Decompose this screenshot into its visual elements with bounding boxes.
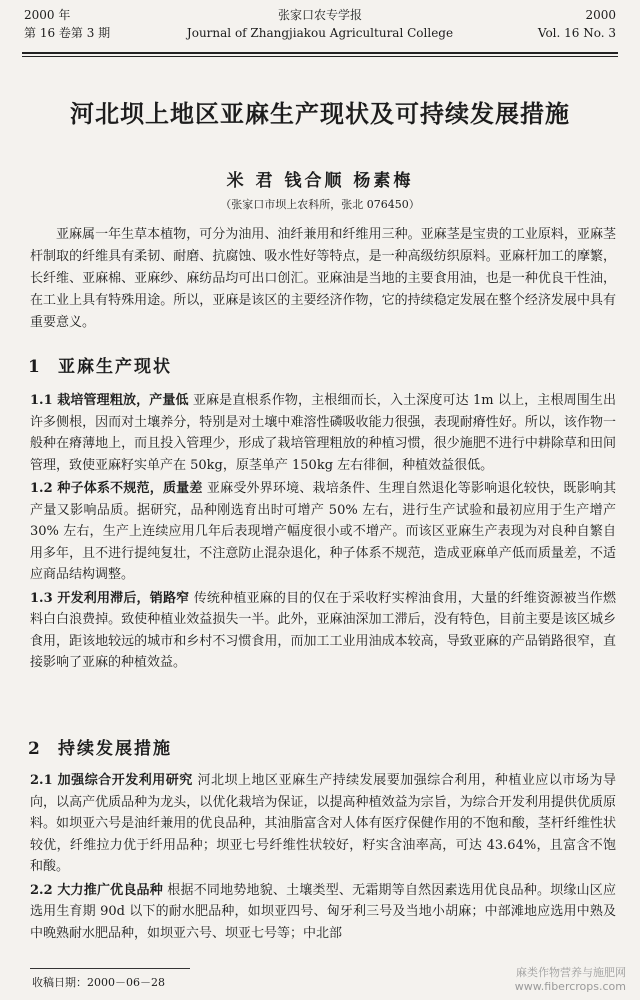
intro-paragraph: 亚麻属一年生草本植物，可分为油用、油纤兼用和纤维用三种。亚麻茎是宝贵的工业原料，亚麻茎杆制取的纤维具有柔韧、耐磨、抗腐蚀、吸水性好等特点，是一种高级纺织原料。亚麻杆加工的摩繁，长纤维、亚麻棉、亚麻纱、麻纺品均可出口创汇。亚麻油是当地的主要食用油，也是一种优良干性油，在工业上具有特殊用途。所以，亚麻是该区的主要经济作物，它的持续稳定发展在整个经济发展中具有重要意义。 bbox=[30, 227, 616, 330]
section-title: 持续发展措施 bbox=[58, 739, 172, 759]
section-2-body bbox=[30, 770, 616, 944]
header-rule-thin bbox=[22, 56, 618, 57]
paragraph-text: 根据不同地势地貌、土壤类型、无霜期等自然因素选用优良品种。坝缘山区应选用生育期 90d 以下的耐水肥品种，如坝亚四号、匈牙利三号及当地小胡麻；中部滩地应选用中熟及中晚熟耐水肥品种，如坝亚六号、坝亚七号等；中北部 bbox=[30, 882, 616, 941]
section-heading-1 bbox=[28, 352, 172, 377]
paragraph-text: 亚麻受外界环境、栽培条件、生理自然退化等影响退化较快，既影响其产量又影响品质。据研究，品种刚选育出时可增产 50% 左右，进行生产试验和最初应用于生产增产 30% 左右，生产上连续应用几年后表现增产幅度很小或不增产。而该区亚麻生产表现为对良种自繁自用多年，且不进行提纯复壮，不注意防止混杂退化，种子体系不规范，造成亚麻单产低而质量差，不适应商品结构调整。 bbox=[30, 481, 616, 582]
section-number: 1 bbox=[28, 357, 42, 377]
paragraph-text: 河北坝上地区亚麻生产持续发展要加强综合利用，种植业应以市场为导向，以高产优质品种为龙头，以优化栽培为保证，以提高种植效益为宗旨，为综合开发利用提供优质原料。如坝亚六号是油纤兼用的优良品种，其油脂富含对人体有医疗保健作用的不饱和酸，茎杆纤维性状较优，纤维拉力优于纤用品种；坝亚七号纤维性状较好，籽实含油率高，可达 43.64%，且富含不饱和酸。 bbox=[30, 773, 616, 874]
paper-title: 河北坝上地区亚麻生产现状及可持续发展措施 bbox=[70, 99, 570, 128]
subsection-lead: 2.1 加强综合开发利用研究 bbox=[30, 773, 193, 788]
authors: 米 君 钱合顺 杨素梅 bbox=[226, 171, 414, 191]
journal-name-en: Journal of Zhangjiakou Agricultural College bbox=[186, 26, 454, 40]
affiliation: （张家口市坝上农科所，张北 076450） bbox=[220, 198, 420, 211]
watermark-title: 麻类作物营养与施肥网 bbox=[516, 966, 626, 979]
subsection-lead: 1.3 开发利用滞后，销路窄 bbox=[30, 590, 190, 606]
subsection-lead: 1.2 种子体系不规范，质量差 bbox=[30, 481, 203, 496]
header-rule-thick bbox=[22, 52, 618, 54]
subsection-lead: 2.2 大力推广优良品种 bbox=[30, 882, 163, 898]
section-title: 亚麻生产现状 bbox=[58, 357, 172, 377]
section-heading-2 bbox=[28, 734, 172, 759]
header-center bbox=[24, 6, 616, 42]
paragraph-2-1 bbox=[30, 770, 616, 878]
header-volume-cn: 第 16 卷第 3 期 bbox=[24, 26, 111, 40]
header-year: 2000 年 bbox=[24, 8, 71, 22]
paragraph-2-2 bbox=[30, 880, 616, 945]
paragraph-text: 亚麻是直根系作物，主根细而长，入土深度可达 1m 以上，主根周围生出许多侧根，因而对土壤养分，特别是对土壤中难溶性磷吸收能力很强，表现耐瘠性好。所以，该作物一般种在瘠薄地上，而且投入管理少，形成了栽培管理粗放的种植习惯，很少施肥不进行中耕除草和田间管理，致使亚麻籽实单产在 50kg，原茎单产 150kg 左右徘徊，种植效益很低。 bbox=[30, 393, 616, 473]
running-header bbox=[24, 6, 616, 50]
watermark-url: www.fibercrops.com bbox=[514, 980, 626, 993]
section-number: 2 bbox=[28, 739, 42, 759]
paragraph-1-3 bbox=[30, 588, 616, 674]
site-watermark bbox=[515, 966, 626, 994]
header-volume-en: Vol. 16 No. 3 bbox=[537, 26, 616, 40]
subsection-lead: 1.1 栽培管理粗放，产量低 bbox=[30, 393, 189, 408]
journal-name-cn: 张家口农专学报 bbox=[277, 8, 362, 22]
paragraph-1-1 bbox=[30, 390, 616, 476]
footnote-rule bbox=[30, 968, 190, 969]
header-right bbox=[538, 6, 616, 42]
header-year-en: 2000 bbox=[585, 8, 616, 22]
paragraph-1-2 bbox=[30, 478, 616, 586]
section-1-body bbox=[30, 390, 616, 674]
paragraph-text: 传统种植亚麻的目的仅在于采收籽实榨油食用，大量的纤维资源被当作燃料白白浪费掉。致使种植业效益损失一半。此外，亚麻油深加工滞后，没有特色，目前主要是该区城乡食用，距该地较远的城市和乡村不习惯食用，而加工工业用油成本较高，导致亚麻的产品销路很窄，直接影响了亚麻的种植效益。 bbox=[30, 590, 616, 670]
received-date: 收稿日期：2000－06－28 bbox=[32, 976, 165, 989]
